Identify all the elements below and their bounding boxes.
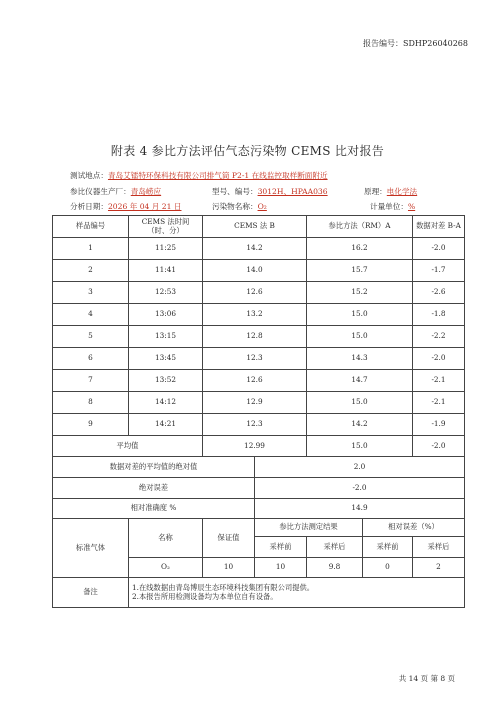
rm-a-cell: 15.0 bbox=[307, 304, 413, 326]
comparison-table bbox=[52, 215, 465, 608]
table-row bbox=[53, 260, 465, 282]
cems-time-cell: 11:41 bbox=[129, 260, 203, 282]
rel-acc-value: 14.9 bbox=[255, 499, 465, 519]
avg-diff: -2.0 bbox=[413, 436, 465, 457]
table-row bbox=[53, 304, 465, 326]
rel-acc-label: 相对准确度 % bbox=[53, 499, 255, 519]
sample-no-cell: 3 bbox=[53, 282, 129, 304]
col-header-cems-b: CEMS 法 B bbox=[203, 216, 307, 238]
note-item: 1.在线数据由青岛博辰生态环境科技集团有限公司提供。 bbox=[132, 583, 315, 593]
diff-cell: -2.6 bbox=[413, 282, 465, 304]
maker-value: 青岛崂应 bbox=[130, 187, 162, 196]
abs-err-value: -2.0 bbox=[255, 478, 465, 499]
rm-after-value: 9.8 bbox=[307, 558, 363, 578]
sample-no-cell: 7 bbox=[53, 370, 129, 392]
cems-time-cell: 12:53 bbox=[129, 282, 203, 304]
sample-no-cell: 8 bbox=[53, 392, 129, 414]
rel-acc-row bbox=[53, 499, 465, 519]
err-after-header: 采样后 bbox=[413, 537, 465, 558]
rm-a-cell: 14.2 bbox=[307, 414, 413, 436]
diff-cell: -1.9 bbox=[413, 414, 465, 436]
cems-b-cell: 12.9 bbox=[203, 392, 307, 414]
rm-a-cell: 14.3 bbox=[307, 348, 413, 370]
principle-value: 电化学法 bbox=[386, 187, 418, 196]
std-gas-guarantee: 10 bbox=[203, 558, 255, 578]
report-number: 报告编号：SDHP26040268 bbox=[363, 39, 468, 48]
diff-cell: -2.0 bbox=[413, 238, 465, 260]
date-label: 分析日期： bbox=[70, 202, 108, 211]
table-header-row bbox=[53, 216, 465, 238]
cems-b-cell: 12.3 bbox=[203, 414, 307, 436]
rm-a-cell: 15.2 bbox=[307, 282, 413, 304]
meta-principle bbox=[364, 186, 417, 197]
abs-mean-value: 2.0 bbox=[255, 457, 465, 478]
std-gas-rel-err-header: 相对误差（%） bbox=[363, 519, 465, 537]
avg-row bbox=[53, 436, 465, 457]
meta-maker bbox=[70, 186, 161, 197]
unit-value: % bbox=[407, 202, 416, 211]
page-footer: 共 14 页 第 8 页 bbox=[398, 674, 455, 683]
err-after-value: 2 bbox=[413, 558, 465, 578]
table-row bbox=[53, 370, 465, 392]
cems-b-cell: 14.2 bbox=[203, 238, 307, 260]
cems-time-cell: 13:52 bbox=[129, 370, 203, 392]
maker-label: 参比仪器生产厂： bbox=[70, 187, 131, 196]
sample-no-cell: 2 bbox=[53, 260, 129, 282]
std-gas-guarantee-header: 保证值 bbox=[203, 519, 255, 558]
rm-a-cell: 16.2 bbox=[307, 238, 413, 260]
table-row bbox=[53, 282, 465, 304]
rm-before-value: 10 bbox=[255, 558, 307, 578]
abs-err-row bbox=[53, 478, 465, 499]
std-gas-label: 标准气体 bbox=[53, 519, 129, 578]
model-label: 型号、编号： bbox=[212, 187, 258, 196]
principle-label: 原理： bbox=[364, 187, 387, 196]
diff-cell: -2.2 bbox=[413, 326, 465, 348]
cems-b-cell: 12.3 bbox=[203, 348, 307, 370]
table-row bbox=[53, 392, 465, 414]
cems-b-cell: 14.0 bbox=[203, 260, 307, 282]
site-value: 青岛艾镭特环保科技有限公司排气筒 P2-1 在线监控取样断面附近 bbox=[107, 171, 328, 180]
cems-time-cell: 13:45 bbox=[129, 348, 203, 370]
abs-err-label: 绝对误差 bbox=[53, 478, 255, 499]
err-before-value: 0 bbox=[363, 558, 413, 578]
diff-cell: -2.1 bbox=[413, 370, 465, 392]
meta-model bbox=[212, 186, 328, 197]
unit-label: 计量单位： bbox=[370, 202, 408, 211]
site-label: 测试地点： bbox=[70, 171, 108, 180]
rm-a-cell: 15.0 bbox=[307, 326, 413, 348]
diff-cell: -2.1 bbox=[413, 392, 465, 414]
table-row bbox=[53, 326, 465, 348]
cems-time-cell: 11:25 bbox=[129, 238, 203, 260]
std-gas-name: O₂ bbox=[129, 558, 203, 578]
abs-mean-label: 数据对差的平均值的绝对值 bbox=[53, 457, 255, 478]
meta-unit bbox=[370, 201, 415, 212]
meta-site bbox=[70, 170, 328, 181]
rm-a-cell: 15.7 bbox=[307, 260, 413, 282]
notes-row bbox=[53, 578, 465, 608]
table-row bbox=[53, 348, 465, 370]
cems-time-cell: 13:15 bbox=[129, 326, 203, 348]
notes-content bbox=[129, 578, 465, 608]
note-item: 2.本报告所用检测设备均为本单位自有设备。 bbox=[132, 591, 278, 601]
sample-no-cell: 1 bbox=[53, 238, 129, 260]
sample-no-cell: 6 bbox=[53, 348, 129, 370]
rm-a-cell: 14.7 bbox=[307, 370, 413, 392]
cems-b-cell: 13.2 bbox=[203, 304, 307, 326]
cems-time-cell: 14:21 bbox=[129, 414, 203, 436]
report-title: 附表 4 参比方法评估气态污染物 CEMS 比对报告 bbox=[110, 144, 385, 158]
sample-no-cell: 9 bbox=[53, 414, 129, 436]
std-gas-rm-result-header: 参比方法测定结果 bbox=[255, 519, 363, 537]
table-row bbox=[53, 414, 465, 436]
abs-mean-row bbox=[53, 457, 465, 478]
cems-time-cell: 13:06 bbox=[129, 304, 203, 326]
table-row bbox=[53, 238, 465, 260]
col-header-diff: 数据对差 B-A bbox=[413, 216, 465, 238]
std-gas-header-row bbox=[53, 519, 465, 537]
cems-b-cell: 12.6 bbox=[203, 282, 307, 304]
avg-label: 平均值 bbox=[53, 436, 203, 457]
model-value: 3012H、HPAA036 bbox=[257, 187, 328, 196]
rm-before-header: 采样前 bbox=[255, 537, 307, 558]
cems-time-cell: 14:12 bbox=[129, 392, 203, 414]
avg-rm-a: 15.0 bbox=[307, 436, 413, 457]
cems-b-cell: 12.6 bbox=[203, 370, 307, 392]
sample-no-cell: 5 bbox=[53, 326, 129, 348]
rm-after-header: 采样后 bbox=[307, 537, 363, 558]
diff-cell: -2.0 bbox=[413, 348, 465, 370]
avg-cems-b: 12.99 bbox=[203, 436, 307, 457]
err-before-header: 采样前 bbox=[363, 537, 413, 558]
diff-cell: -1.7 bbox=[413, 260, 465, 282]
notes-label: 备注 bbox=[53, 578, 129, 608]
col-header-rm-a: 参比方法（RM）A bbox=[307, 216, 413, 238]
col-header-cems-time: CEMS 法时间 （时、分） bbox=[129, 216, 203, 238]
meta-pollutant bbox=[212, 201, 267, 212]
meta-date bbox=[70, 201, 181, 212]
sample-no-cell: 4 bbox=[53, 304, 129, 326]
col-header-sample: 样品编号 bbox=[53, 216, 129, 238]
std-gas-name-header: 名称 bbox=[129, 519, 203, 558]
diff-cell: -1.8 bbox=[413, 304, 465, 326]
date-value: 2026 年 04 月 21 日 bbox=[107, 202, 182, 211]
cems-b-cell: 12.8 bbox=[203, 326, 307, 348]
rm-a-cell: 15.0 bbox=[307, 392, 413, 414]
pollutant-value: O₂ bbox=[257, 202, 267, 211]
pollutant-label: 污染物名称： bbox=[212, 202, 258, 211]
